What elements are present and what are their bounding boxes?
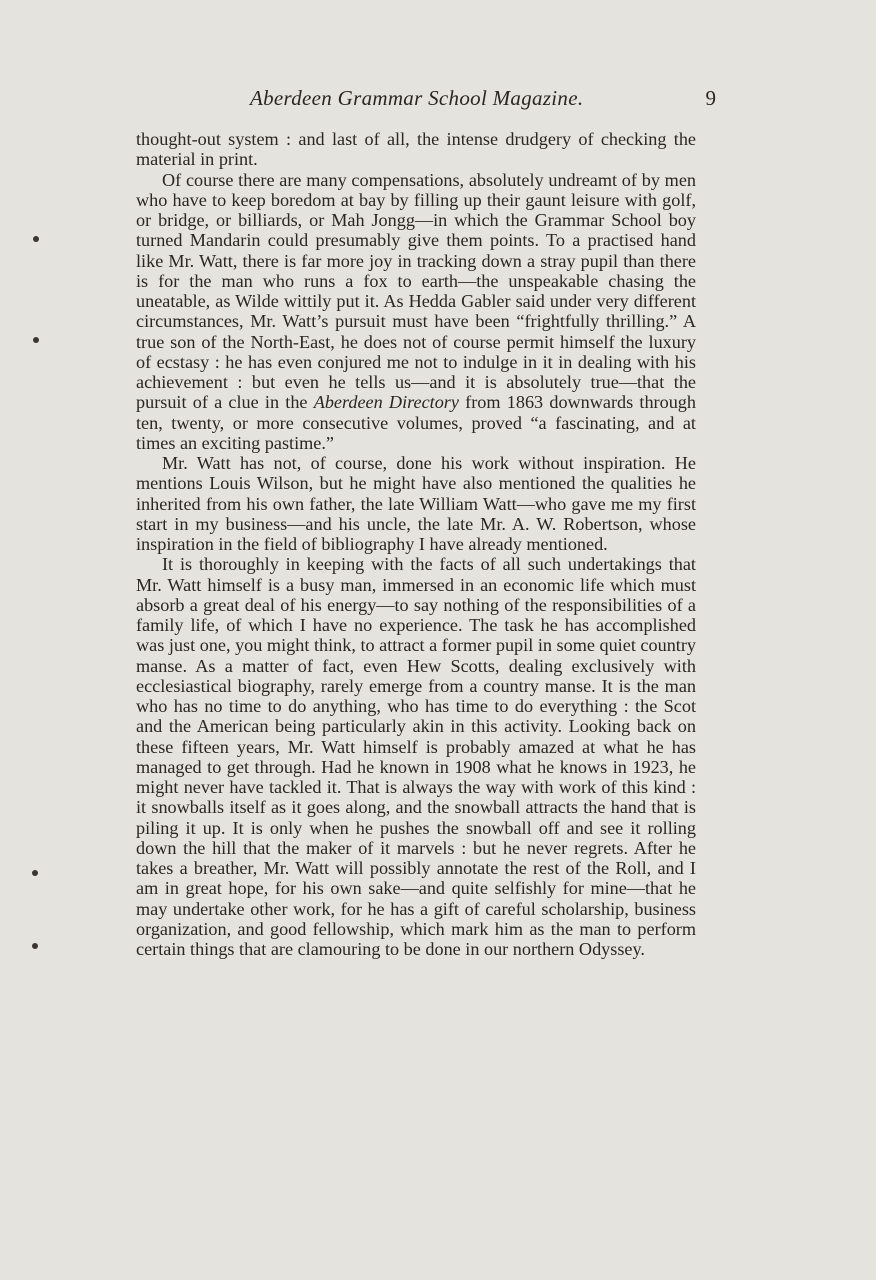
paragraph-text: from 1863 downwards through ten, twenty, or more consecutive volumes, proved “a fascinating, and at times an exciting pastime.” bbox=[136, 392, 696, 453]
margin-mark bbox=[32, 943, 38, 949]
paragraph bbox=[136, 554, 696, 959]
paragraph bbox=[136, 453, 696, 554]
book-title: Aberdeen Directory bbox=[313, 392, 459, 413]
article-body bbox=[136, 129, 696, 959]
paragraph-text: thought-out system : and last of all, the intense drudgery of checking the material in print. bbox=[136, 129, 696, 170]
page-number: 9 bbox=[705, 86, 716, 110]
margin-mark bbox=[32, 870, 38, 876]
running-title: Aberdeen Grammar School Magazine. bbox=[250, 86, 584, 110]
paragraph-text: It is thoroughly in keeping with the facts of all such undertakings that Mr. Watt himself is a busy man, immersed in an economic life which must absorb a great deal of his energy—to say nothing of the responsibilities of a family life, of which I have no experience. The task he has accomplished was just one, you might think, to attract a former pupil in some quiet country manse. As a matter of fact, even Hew Scotts, dealing exclusively with ecclesiastical biography, rarely emerge from a country manse. It is the man who has no time to do anything, who has time to do everything : the Scot and the American being particularly akin in this activity. Looking back on these fifteen years, Mr. Watt himself is probably amazed at what he has managed to get through. Had he known in 1908 what he knows in 1923, he might never have tackled it. That is always the way with work of this kind : it snowballs itself as it goes along, and the snowball attracts the hand that is piling it up. It is only when he pushes the snowball off and see it rolling down the hill that the maker of it marvels : but he never regrets. After he takes a breather, Mr. Watt will possibly annotate the rest of the Roll, and I am in great hope, for his own sake—and quite selfishly for mine—that he may undertake other work, for he has a gift of careful scholarship, business organization, and good fellowship, which mark him as the man to perform certain things that are clamouring to be done in our northern Odyssey. bbox=[136, 554, 696, 959]
paragraph bbox=[136, 129, 696, 170]
margin-mark bbox=[33, 236, 39, 242]
paragraph-text: Of course there are many compensations, absolutely undreamt of by men who have to keep boredom at bay by filling up their gaunt leisure with golf, or bridge, or billiards, or Mah Jongg—in which the Grammar School boy turned Mandarin could presumably give them points. To a practised hand like Mr. Watt, there is far more joy in tracking down a stray pupil than there is for the man who runs a fox to earth—the unspeakable chasing the uneatable, as Wilde wittily put it. As Hedda Gabler said under very different circumstances, Mr. Watt’s pursuit must have been “frightfully thrilling.” A true son of the North-East, he does not of course permit himself the luxury of ecstasy : he has even conjured me not to indulge in it in dealing with his achievement : but even he tells us—and it is absolutely true—that the pursuit of a clue in the bbox=[136, 169, 696, 413]
paragraph-text: Mr. Watt has not, of course, done his work without inspiration. He mentions Louis Wilson, but he might have also mentioned the qualities he inherited from his own father, the late William Watt—who gave me my first start in my business—and his uncle, the late Mr. A. W. Robertson, whose inspiration in the field of bibliography I have already mentioned. bbox=[136, 453, 696, 554]
paragraph bbox=[136, 170, 696, 454]
margin-mark bbox=[33, 337, 39, 343]
